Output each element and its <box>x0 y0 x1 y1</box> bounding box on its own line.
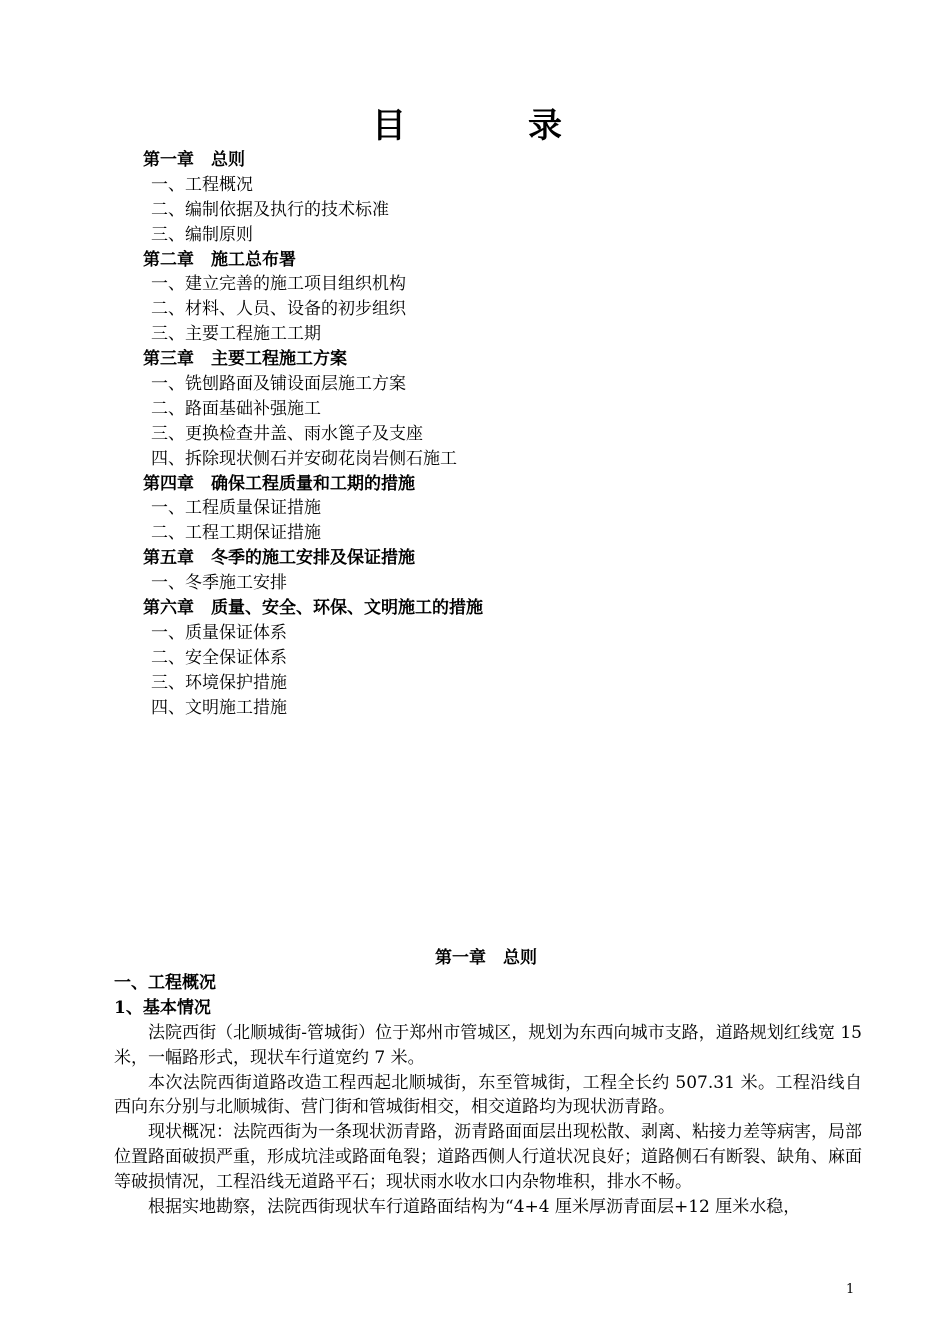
toc-chapter-entry: 第四章 确保工程质量和工期的措施 <box>143 473 415 494</box>
paragraph: 法院西街（北顺城街-管城街）位于郑州市管城区，规划为东西向城市支路，道路规划红线宽 15 米，一幅路形式，现状车行道宽约 7 米。 <box>114 1023 862 1068</box>
toc-chapter-entry: 第五章 冬季的施工安排及保证措施 <box>143 548 415 569</box>
chapter-heading: 第一章 总则 <box>435 948 537 968</box>
toc-section-entry: 一、冬季施工安排 <box>151 573 287 594</box>
toc-section-entry: 一、铣刨路面及铺设面层施工方案 <box>151 374 406 395</box>
toc-section-entry: 一、工程质量保证措施 <box>151 498 321 519</box>
toc-chapter-entry: 第一章 总则 <box>143 150 245 170</box>
toc-section-entry: 二、编制依据及执行的技术标准 <box>151 199 389 220</box>
toc-section-entry: 一、建立完善的施工项目组织机构 <box>151 274 406 295</box>
toc-chapter-entry: 第二章 施工总布署 <box>143 249 296 270</box>
toc-section-entry: 三、主要工程施工工期 <box>151 324 321 345</box>
toc-section-entry: 二、路面基础补强施工 <box>151 398 321 419</box>
toc-section-entry: 三、编制原则 <box>151 224 253 245</box>
toc-section-entry: 二、材料、人员、设备的初步组织 <box>151 299 406 320</box>
toc-section-entry: 四、文明施工措施 <box>151 697 287 718</box>
toc-section-entry: 三、环境保护措施 <box>151 672 287 693</box>
toc-section-entry: 二、工程工期保证措施 <box>151 523 321 544</box>
toc-section-entry: 一、质量保证体系 <box>151 622 287 643</box>
subsection-heading: 1、基本情况 <box>114 998 211 1018</box>
toc-section-entry: 四、拆除现状侧石并安砌花岗岩侧石施工 <box>151 448 457 469</box>
page-number: 1 <box>846 1282 855 1297</box>
toc-chapter-entry: 第三章 主要工程施工方案 <box>143 349 347 370</box>
toc-section-entry: 一、工程概况 <box>151 174 253 195</box>
toc-section-entry: 二、安全保证体系 <box>151 647 287 668</box>
paragraph: 根据实地勘察，法院西街现状车行道路面结构为“4+4 厘米厚沥青面层+12 厘米水稳， <box>148 1196 801 1217</box>
table-of-contents <box>143 148 863 720</box>
toc-section-entry: 三、更换检查井盖、雨水篦子及支座 <box>151 423 423 444</box>
paragraph: 现状概况：法院西街为一条现状沥青路，沥青路面面层出现松散、剥离、粘接力差等病害，局部位置路面破损严重，形成坑洼或路面龟裂；道路西侧人行道状况良好；道路侧石有断裂、缺角、麻面等破损情况，工程沿线无道路平石；现状雨水收水口内杂物堆积，排水不畅。 <box>114 1122 862 1192</box>
toc-chapter-entry: 第六章 质量、安全、环保、文明施工的措施 <box>143 598 483 619</box>
toc-title: 目 录 <box>372 106 606 146</box>
paragraph: 本次法院西街道路改造工程西起北顺城街，东至管城街，工程全长约 507.31 米。工程沿线自西向东分别与北顺城街、营门街和管城街相交，相交道路均为现状沥青路。 <box>114 1072 862 1118</box>
body-text <box>114 1021 862 1219</box>
section-heading: 一、工程概况 <box>114 973 216 993</box>
